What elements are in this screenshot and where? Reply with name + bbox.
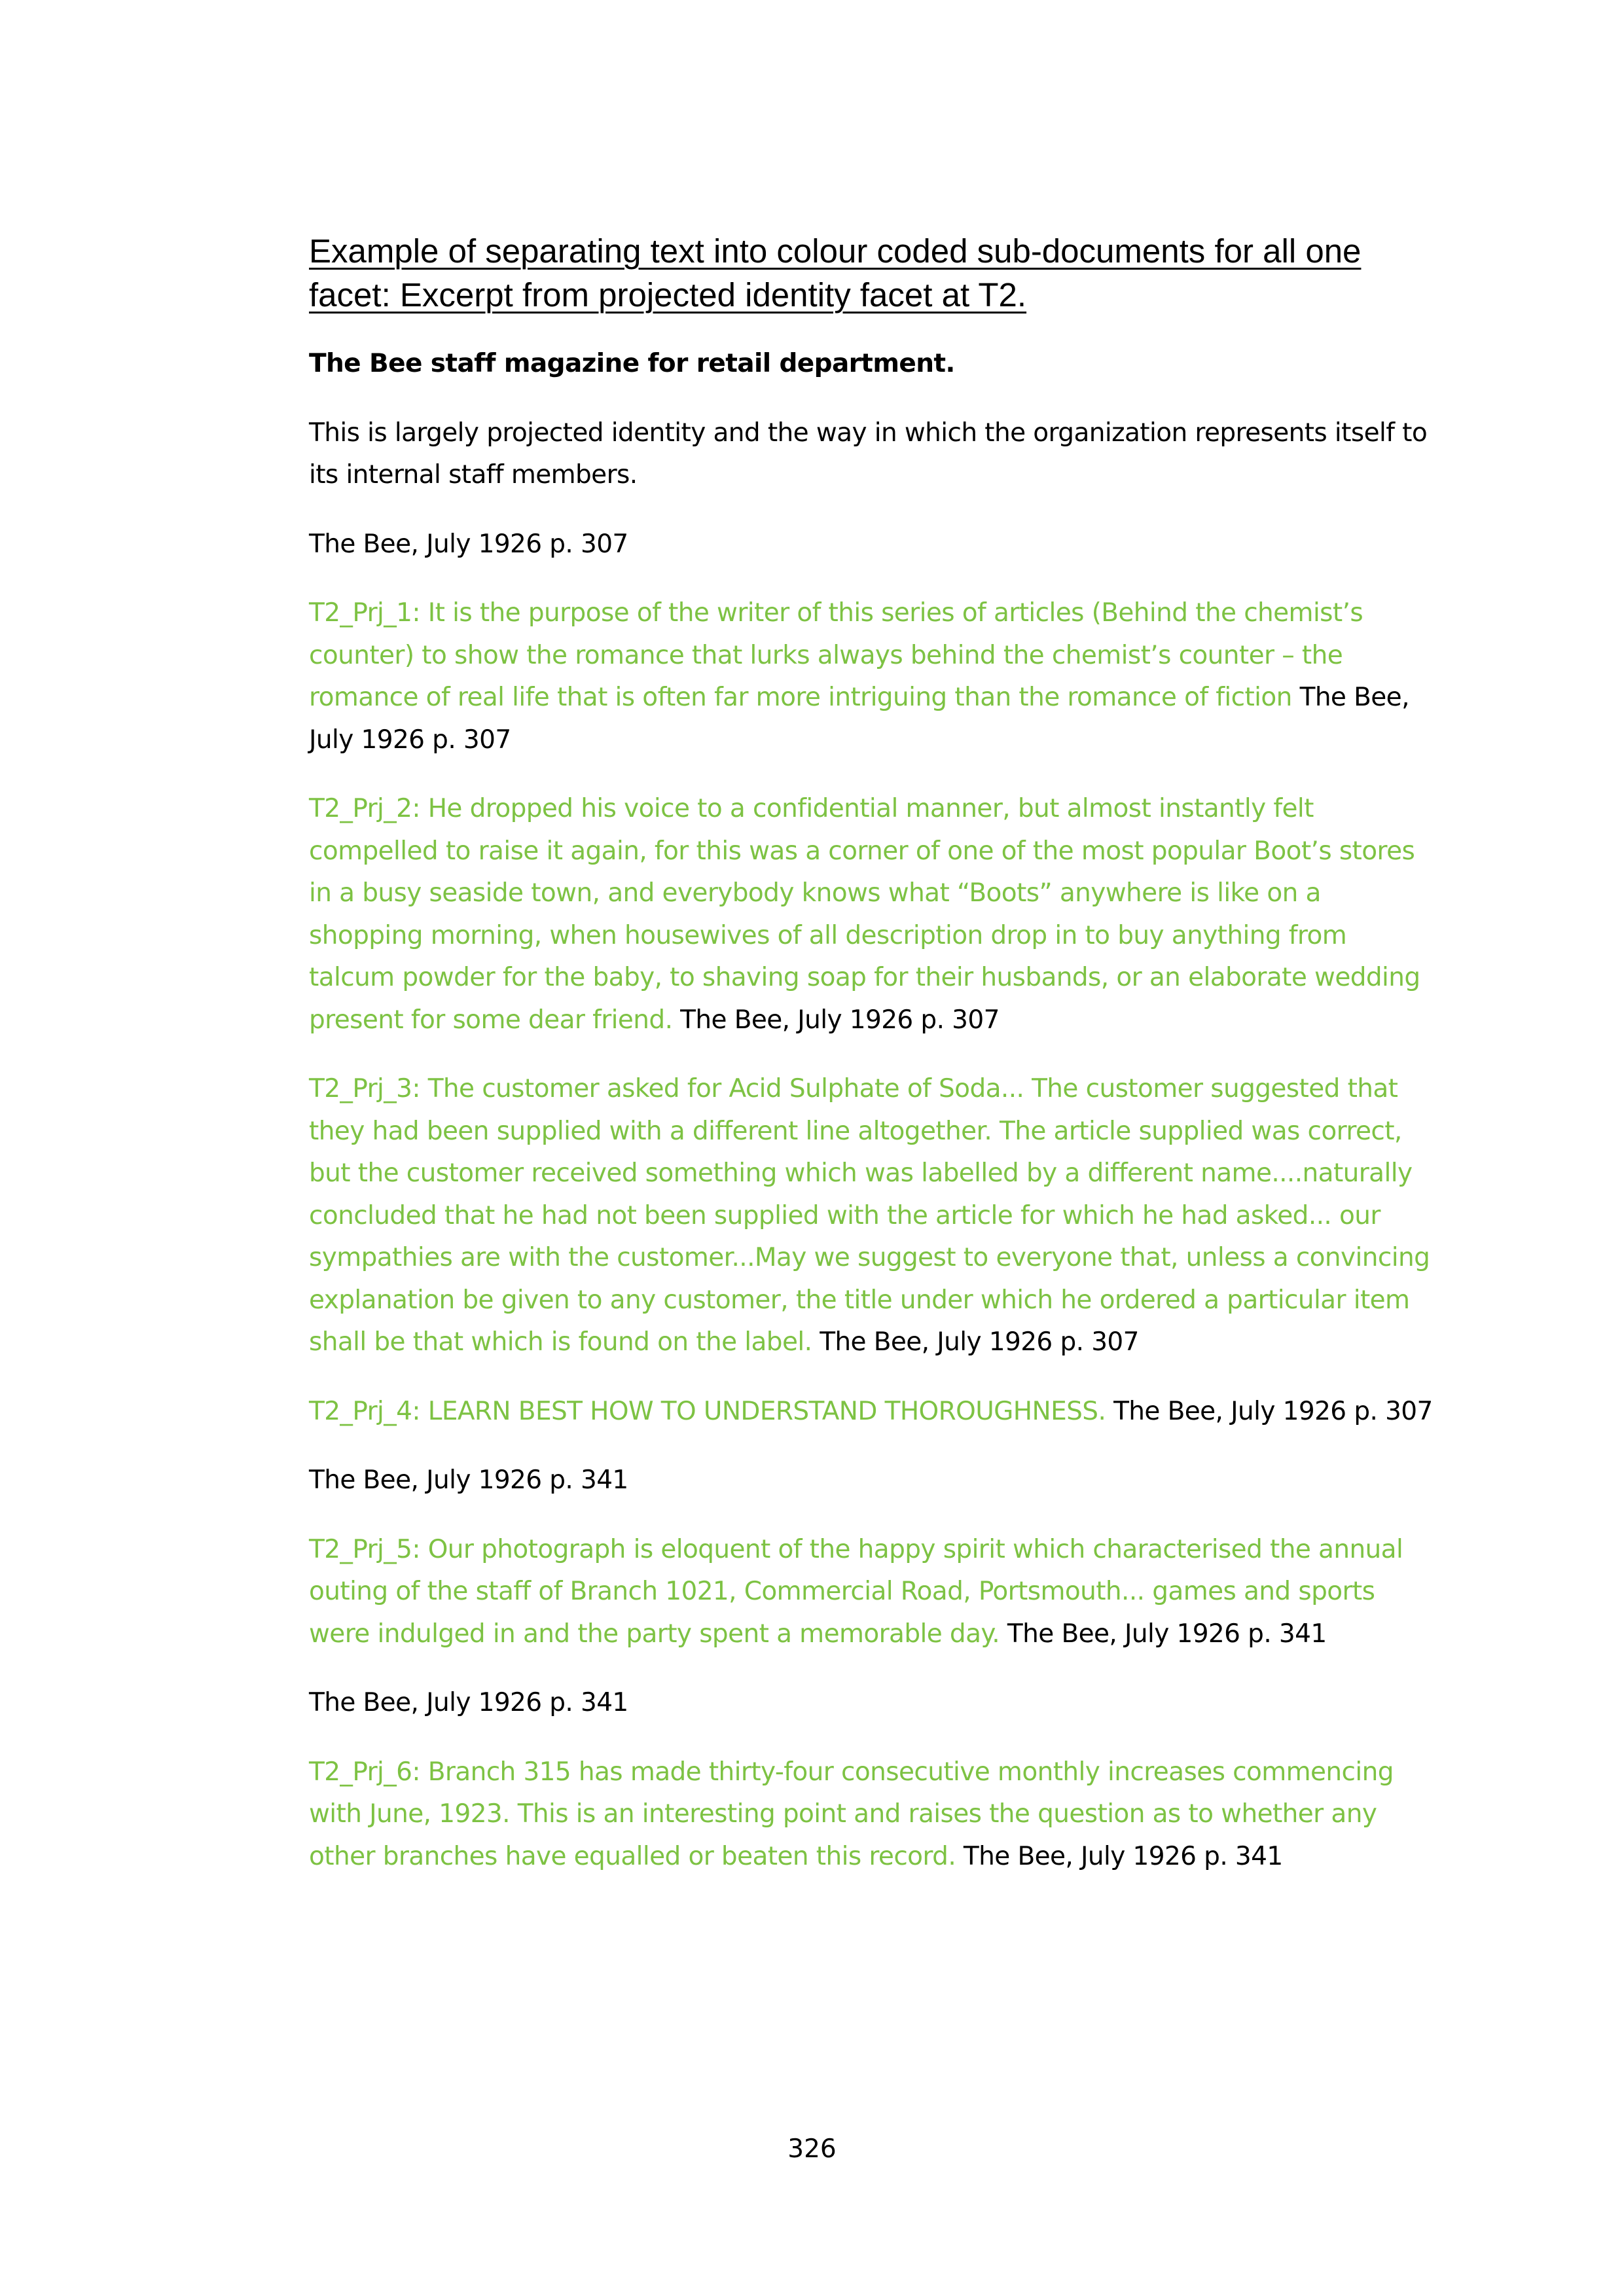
entry-text: T2_Prj_4: LEARN BEST HOW TO UNDERSTAND THOROUGHNESS. xyxy=(309,1396,1106,1426)
entry-text: T2_Prj_6: Branch 315 has made thirty-four consecutive monthly increases commencing with June, 1923. This is an interesting point and raises the question as to whether any other branches have equalled or beaten this record. xyxy=(309,1757,1394,1871)
source-reference: The Bee, July 1926 p. 341 xyxy=(309,1465,628,1495)
entry-citation: The Bee, July 1926 p. 341 xyxy=(956,1841,1283,1871)
entry-text: T2_Prj_5: Our photograph is eloquent of the happy spirit which characterised the annual outing of the staff of Branch 1021, Commercial Road, Portsmouth... games and sports were indulged in and the party spent a memorable day. xyxy=(309,1534,1403,1649)
document-title: Example of separating text into colour coded sub-documents for all one facet: Excerpt from projected identity facet at T2. xyxy=(309,232,1362,314)
page-content xyxy=(309,229,1435,1905)
entry-paragraph xyxy=(309,1068,1435,1364)
intro-paragraph: This is largely projected identity and the way in which the organization represents itself to its internal staff members. xyxy=(309,418,1428,490)
entry-paragraph xyxy=(309,1391,1435,1433)
entry-paragraph xyxy=(309,788,1435,1041)
entry-citation: The Bee, July 1926 p. 307 xyxy=(309,683,1409,755)
entry-paragraph xyxy=(309,592,1435,761)
entry-text: T2_Prj_2: He dropped his voice to a confidential manner, but almost instantly felt compelled to raise it again, for this was a corner of one of the most popular Boot’s stores in a busy seaside town, and everybody knows what “Boots” anywhere is like on a shopping morning, when housewives of all description drop in to buy anything from talcum powder for the baby, to shaving soap for their husbands, or an elaborate wedding present for some dear friend. xyxy=(309,794,1420,1035)
section-heading: The Bee staff magazine for retail department. xyxy=(309,349,955,378)
entry-citation: The Bee, July 1926 p. 307 xyxy=(812,1327,1139,1357)
source-reference: The Bee, July 1926 p. 307 xyxy=(309,529,628,559)
entry-citation: The Bee, July 1926 p. 307 xyxy=(1106,1396,1433,1426)
page-number: 326 xyxy=(787,2134,837,2164)
entry-text: T2_Prj_3: The customer asked for Acid Sulphate of Soda... The customer suggested that they had been supplied with a different line altogether. The article supplied was correct, but the customer received something which was labelled by a different name....naturally concluded that he had not been supplied with the article for which he had asked... our sympathies are with the customer...May we suggest to everyone that, unless a convincing explanation be given to any customer, the title under which he ordered a particular item shall be that which is found on the label. xyxy=(309,1074,1430,1357)
entry-paragraph xyxy=(309,1751,1435,1878)
entry-text: T2_Prj_1: It is the purpose of the writer of this series of articles (Behind the chemist’s counter) to show the romance that lurks always behind the chemist’s counter – the romance of real life that is often far more intriguing than the romance of fiction xyxy=(309,598,1363,712)
entry-citation: The Bee, July 1926 p. 341 xyxy=(1000,1619,1327,1649)
entry-paragraph xyxy=(309,1529,1435,1656)
entry-citation: The Bee, July 1926 p. 307 xyxy=(672,1005,1000,1035)
source-reference: The Bee, July 1926 p. 341 xyxy=(309,1688,628,1717)
